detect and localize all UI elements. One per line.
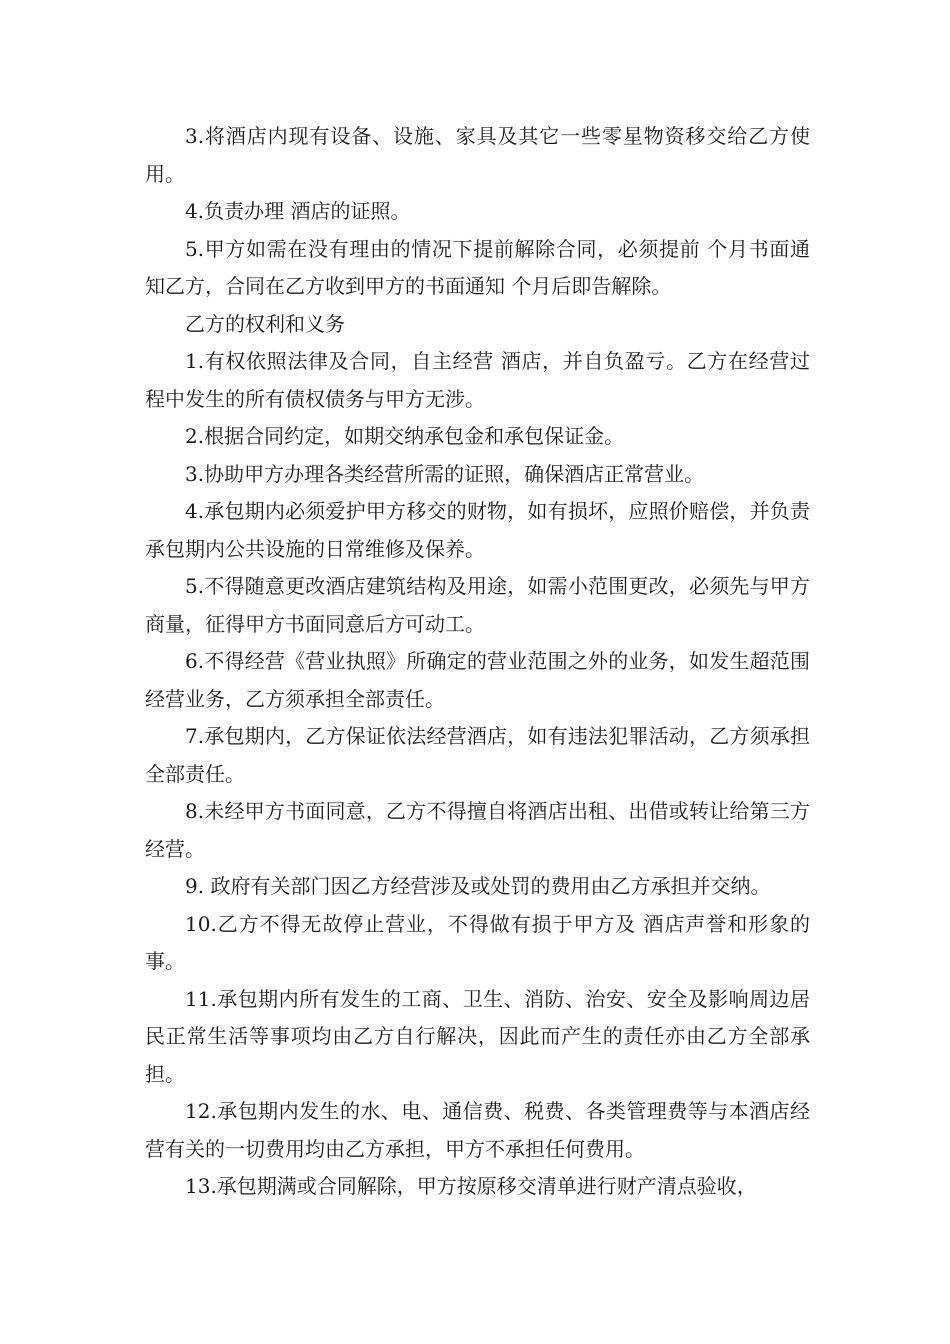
paragraph: 13.承包期满或合同解除，甲方按原移交清单进行财产清点验收， <box>185 1174 757 1198</box>
paragraph: 4.负责办理 酒店的证照。 <box>185 199 411 223</box>
paragraph: 10.乙方不得无故停止营业，不得做有损于甲方及 酒店声誉和形象的事。 <box>145 911 810 973</box>
paragraph: 3.将酒店内现有设备、设施、家具及其它一些零星物资移交给乙方使用。 <box>145 124 810 186</box>
paragraph: 12.承包期内发生的水、电、通信费、税费、各类管理费等与本酒店经营有关的一切费用均由乙方承担，甲方不承担任何费用。 <box>145 1099 810 1161</box>
paragraph: 6.不得经营《营业执照》所确定的营业范围之外的业务，如发生超范围经营业务，乙方须承担全部责任。 <box>145 649 810 711</box>
paragraph: 7.承包期内，乙方保证依法经营酒店，如有违法犯罪活动，乙方须承担全部责任。 <box>145 724 810 786</box>
paragraph: 9. 政府有关部门因乙方经营涉及或处罚的费用由乙方承担并交纳。 <box>185 874 771 898</box>
paragraph: 8.未经甲方书面同意，乙方不得擅自将酒店出租、出借或转让给第三方经营。 <box>145 799 810 861</box>
paragraph: 11.承包期内所有发生的工商、卫生、消防、治安、安全及影响周边居民正常生活等事项均由乙方自行解决，因此而产生的责任亦由乙方全部承担。 <box>145 986 810 1086</box>
paragraph: 4.承包期内必须爱护甲方移交的财物，如有损坏，应照价赔偿，并负责承包期内公共设施的日常维修及保养。 <box>145 499 810 561</box>
paragraph: 3.协助甲方办理各类经营所需的证照，确保酒店正常营业。 <box>185 461 705 486</box>
paragraph: 2.根据合同约定，如期交纳承包金和承包保证金。 <box>185 424 625 448</box>
paragraph: 5.不得随意更改酒店建筑结构及用途，如需小范围更改，必须先与甲方商量，征得甲方书面同意后方可动工。 <box>145 574 810 636</box>
section-heading: 乙方的权利和义务 <box>185 311 345 336</box>
paragraph: 5.甲方如需在没有理由的情况下提前解除合同，必须提前 个月书面通知乙方，合同在乙方收到甲方的书面通知 个月后即告解除。 <box>145 236 810 298</box>
document-body <box>145 118 810 1206</box>
paragraph: 1.有权依照法律及合同，自主经营 酒店，并自负盈亏。乙方在经营过程中发生的所有债权债务与甲方无涉。 <box>145 349 810 411</box>
